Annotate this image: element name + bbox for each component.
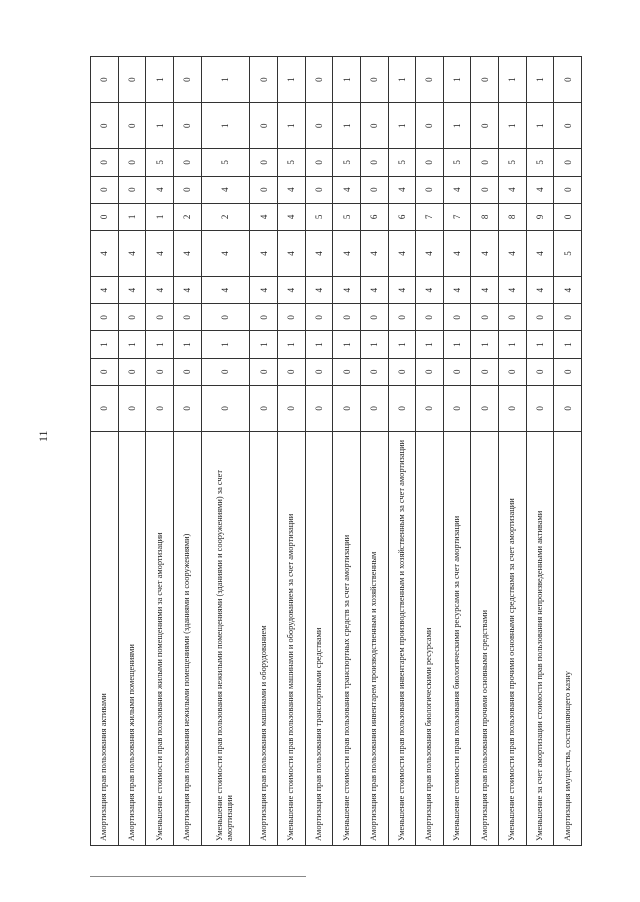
code-cell: 1 bbox=[499, 103, 527, 149]
code-cell: 5 bbox=[333, 149, 361, 176]
code-cell: 0 bbox=[118, 149, 146, 176]
code-cell: 1 bbox=[305, 331, 333, 358]
code-cell: 0 bbox=[91, 203, 119, 230]
table-row bbox=[305, 57, 333, 846]
code-cell: 8 bbox=[471, 203, 499, 230]
code-cell: 0 bbox=[388, 385, 416, 431]
code-cell: 1 bbox=[388, 331, 416, 358]
code-cell: 0 bbox=[173, 385, 201, 431]
code-cell: 5 bbox=[278, 149, 306, 176]
code-cell: 0 bbox=[118, 385, 146, 431]
code-cell: 0 bbox=[554, 203, 582, 230]
code-cell: 1 bbox=[250, 331, 278, 358]
row-label: Уменьшение стоимости прав пользования прочими основными средствами за счет амортизации bbox=[499, 431, 527, 845]
code-cell: 0 bbox=[554, 304, 582, 331]
code-cell: 0 bbox=[554, 176, 582, 203]
code-cell: 5 bbox=[388, 149, 416, 176]
code-cell: 0 bbox=[305, 304, 333, 331]
code-cell: 0 bbox=[201, 385, 250, 431]
code-cell: 4 bbox=[554, 277, 582, 304]
code-cell: 4 bbox=[201, 277, 250, 304]
table-row bbox=[118, 57, 146, 846]
code-cell: 4 bbox=[526, 277, 554, 304]
code-cell: 0 bbox=[250, 176, 278, 203]
code-cell: 0 bbox=[146, 304, 174, 331]
code-cell: 0 bbox=[305, 149, 333, 176]
code-cell: 1 bbox=[146, 103, 174, 149]
code-cell: 0 bbox=[360, 385, 388, 431]
code-cell: 4 bbox=[333, 230, 361, 276]
code-cell: 0 bbox=[360, 176, 388, 203]
row-label: Уменьшение стоимости прав пользования машинами и оборудованием за счет амортизации bbox=[278, 431, 306, 845]
table-row bbox=[388, 57, 416, 846]
code-cell: 1 bbox=[91, 331, 119, 358]
code-cell: 0 bbox=[471, 304, 499, 331]
code-cell: 0 bbox=[305, 385, 333, 431]
row-label: Амортизация прав пользования инвентарем производственным и хозяйственным bbox=[360, 431, 388, 845]
code-cell: 0 bbox=[305, 358, 333, 385]
code-cell: 1 bbox=[443, 57, 471, 103]
code-cell: 4 bbox=[360, 277, 388, 304]
code-cell: 4 bbox=[118, 277, 146, 304]
code-cell: 4 bbox=[471, 230, 499, 276]
code-cell: 4 bbox=[443, 277, 471, 304]
code-cell: 0 bbox=[173, 57, 201, 103]
row-label: Уменьшение стоимости прав пользования транспортных средств за счет амортизации bbox=[333, 431, 361, 845]
code-cell: 0 bbox=[499, 385, 527, 431]
table-row bbox=[471, 57, 499, 846]
code-cell: 4 bbox=[201, 230, 250, 276]
code-cell: 0 bbox=[360, 149, 388, 176]
code-cell: 1 bbox=[360, 331, 388, 358]
code-cell: 0 bbox=[146, 385, 174, 431]
code-cell: 0 bbox=[360, 304, 388, 331]
code-cell: 1 bbox=[201, 103, 250, 149]
code-cell: 0 bbox=[526, 358, 554, 385]
code-cell: 4 bbox=[278, 203, 306, 230]
code-cell: 0 bbox=[91, 304, 119, 331]
code-cell: 1 bbox=[443, 103, 471, 149]
code-cell: 0 bbox=[360, 103, 388, 149]
code-cell: 1 bbox=[499, 57, 527, 103]
table-row bbox=[146, 57, 174, 846]
code-cell: 1 bbox=[526, 57, 554, 103]
code-cell: 4 bbox=[499, 277, 527, 304]
table-row bbox=[333, 57, 361, 846]
code-cell: 0 bbox=[305, 57, 333, 103]
code-cell: 1 bbox=[278, 103, 306, 149]
code-cell: 0 bbox=[554, 57, 582, 103]
code-cell: 4 bbox=[118, 230, 146, 276]
code-cell: 1 bbox=[333, 103, 361, 149]
code-cell: 5 bbox=[201, 149, 250, 176]
code-cell: 1 bbox=[201, 57, 250, 103]
code-cell: 4 bbox=[388, 176, 416, 203]
code-cell: 0 bbox=[118, 176, 146, 203]
code-cell: 0 bbox=[278, 358, 306, 385]
table-frame bbox=[90, 56, 582, 846]
code-cell: 4 bbox=[250, 230, 278, 276]
code-cell: 1 bbox=[278, 331, 306, 358]
code-cell: 0 bbox=[416, 176, 444, 203]
code-cell: 1 bbox=[118, 331, 146, 358]
code-cell: 4 bbox=[416, 277, 444, 304]
code-cell: 4 bbox=[250, 203, 278, 230]
code-cell: 9 bbox=[526, 203, 554, 230]
code-cell: 0 bbox=[443, 358, 471, 385]
code-cell: 1 bbox=[201, 331, 250, 358]
code-cell: 0 bbox=[416, 385, 444, 431]
code-cell: 4 bbox=[305, 230, 333, 276]
code-cell: 0 bbox=[554, 385, 582, 431]
code-cell: 2 bbox=[201, 203, 250, 230]
code-cell: 4 bbox=[278, 176, 306, 203]
code-cell: 0 bbox=[250, 149, 278, 176]
code-cell: 0 bbox=[91, 385, 119, 431]
code-cell: 0 bbox=[91, 57, 119, 103]
code-cell: 0 bbox=[416, 103, 444, 149]
table-row bbox=[250, 57, 278, 846]
code-cell: 0 bbox=[305, 176, 333, 203]
code-cell: 1 bbox=[278, 57, 306, 103]
code-cell: 0 bbox=[250, 57, 278, 103]
code-cell: 5 bbox=[554, 230, 582, 276]
code-cell: 0 bbox=[360, 57, 388, 103]
code-cell: 4 bbox=[471, 277, 499, 304]
row-label: Амортизация прав пользования прочими основными средствами bbox=[471, 431, 499, 845]
code-cell: 0 bbox=[443, 304, 471, 331]
code-cell: 0 bbox=[416, 57, 444, 103]
code-cell: 1 bbox=[471, 331, 499, 358]
code-cell: 0 bbox=[499, 304, 527, 331]
code-cell: 0 bbox=[443, 385, 471, 431]
code-cell: 1 bbox=[118, 203, 146, 230]
row-label: Уменьшение стоимости прав пользования нежилыми помещениями (зданиями и сооружениями) за счет амортизации bbox=[201, 431, 250, 845]
code-cell: 0 bbox=[416, 149, 444, 176]
code-cell: 1 bbox=[499, 331, 527, 358]
row-label: Амортизация прав пользования транспортными средствами bbox=[305, 431, 333, 845]
code-cell: 6 bbox=[360, 203, 388, 230]
table-row bbox=[416, 57, 444, 846]
code-cell: 0 bbox=[278, 385, 306, 431]
table-row bbox=[443, 57, 471, 846]
code-cell: 0 bbox=[333, 358, 361, 385]
code-cell: 0 bbox=[554, 103, 582, 149]
code-cell: 1 bbox=[526, 103, 554, 149]
table-row bbox=[554, 57, 582, 846]
code-cell: 2 bbox=[173, 203, 201, 230]
code-cell: 4 bbox=[333, 277, 361, 304]
code-cell: 0 bbox=[471, 57, 499, 103]
code-cell: 0 bbox=[388, 358, 416, 385]
table-row bbox=[91, 57, 119, 846]
row-label: Амортизация имущества, составляющего казну bbox=[554, 431, 582, 845]
code-cell: 1 bbox=[146, 57, 174, 103]
code-cell: 4 bbox=[146, 176, 174, 203]
code-cell: 4 bbox=[91, 230, 119, 276]
code-cell: 4 bbox=[526, 176, 554, 203]
code-cell: 0 bbox=[471, 149, 499, 176]
page-number: 11 bbox=[36, 430, 50, 442]
code-cell: 0 bbox=[360, 358, 388, 385]
code-cell: 0 bbox=[554, 358, 582, 385]
code-cell: 0 bbox=[471, 103, 499, 149]
rotated-table-container bbox=[90, 56, 582, 846]
code-cell: 0 bbox=[250, 385, 278, 431]
code-cell: 1 bbox=[146, 331, 174, 358]
code-cell: 0 bbox=[173, 103, 201, 149]
code-cell: 0 bbox=[118, 358, 146, 385]
code-cell: 5 bbox=[443, 149, 471, 176]
row-label: Амортизация прав пользования нежилыми помещениями (зданиями и сооружениями) bbox=[173, 431, 201, 845]
code-cell: 1 bbox=[416, 331, 444, 358]
code-cell: 0 bbox=[416, 358, 444, 385]
code-cell: 0 bbox=[201, 304, 250, 331]
code-cell: 5 bbox=[526, 149, 554, 176]
code-cell: 4 bbox=[388, 277, 416, 304]
code-cell: 0 bbox=[471, 385, 499, 431]
table-row bbox=[360, 57, 388, 846]
table-row bbox=[526, 57, 554, 846]
code-cell: 0 bbox=[416, 304, 444, 331]
code-cell: 0 bbox=[173, 304, 201, 331]
code-cell: 4 bbox=[250, 277, 278, 304]
code-cell: 4 bbox=[201, 176, 250, 203]
code-cell: 0 bbox=[388, 304, 416, 331]
row-label: Амортизация прав пользования биологическими ресурсами bbox=[416, 431, 444, 845]
code-cell: 0 bbox=[471, 176, 499, 203]
row-label: Амортизация прав пользования жилыми помещениями bbox=[118, 431, 146, 845]
code-cell: 0 bbox=[333, 385, 361, 431]
code-cell: 0 bbox=[91, 149, 119, 176]
code-cell: 0 bbox=[471, 358, 499, 385]
code-cell: 0 bbox=[118, 57, 146, 103]
row-label: Уменьшение стоимости прав пользования биологическими ресурсами за счет амортизации bbox=[443, 431, 471, 845]
code-cell: 7 bbox=[416, 203, 444, 230]
code-cell: 0 bbox=[499, 358, 527, 385]
code-cell: 1 bbox=[173, 331, 201, 358]
table-row bbox=[278, 57, 306, 846]
row-label: Амортизация прав пользования активами bbox=[91, 431, 119, 845]
code-cell: 4 bbox=[388, 230, 416, 276]
code-cell: 0 bbox=[250, 304, 278, 331]
code-cell: 4 bbox=[499, 176, 527, 203]
code-cell: 4 bbox=[146, 277, 174, 304]
code-cell: 0 bbox=[250, 103, 278, 149]
row-label: Уменьшение стоимости прав пользования жилыми помещениями за счет амортизации bbox=[146, 431, 174, 845]
row-label: Уменьшение за счет амортизации стоимости прав пользования непроизведенными активами bbox=[526, 431, 554, 845]
code-cell: 4 bbox=[499, 230, 527, 276]
row-label: Амортизация прав пользования машинами и оборудованием bbox=[250, 431, 278, 845]
code-cell: 0 bbox=[526, 385, 554, 431]
code-cell: 0 bbox=[554, 149, 582, 176]
code-cell: 0 bbox=[91, 103, 119, 149]
code-cell: 0 bbox=[118, 103, 146, 149]
table-row bbox=[499, 57, 527, 846]
code-cell: 4 bbox=[416, 230, 444, 276]
code-cell: 0 bbox=[201, 358, 250, 385]
code-cell: 0 bbox=[250, 358, 278, 385]
code-cell: 4 bbox=[173, 230, 201, 276]
code-cell: 0 bbox=[173, 358, 201, 385]
code-cell: 0 bbox=[118, 304, 146, 331]
code-cell: 7 bbox=[443, 203, 471, 230]
code-cell: 5 bbox=[305, 203, 333, 230]
table-row bbox=[173, 57, 201, 846]
code-cell: 4 bbox=[305, 277, 333, 304]
code-cell: 4 bbox=[173, 277, 201, 304]
code-cell: 0 bbox=[305, 103, 333, 149]
account-codes-table bbox=[90, 56, 582, 846]
code-cell: 4 bbox=[443, 230, 471, 276]
code-cell: 1 bbox=[554, 331, 582, 358]
footer-rule bbox=[90, 876, 306, 877]
code-cell: 4 bbox=[278, 230, 306, 276]
code-cell: 4 bbox=[91, 277, 119, 304]
code-cell: 0 bbox=[146, 358, 174, 385]
code-cell: 5 bbox=[146, 149, 174, 176]
code-cell: 4 bbox=[333, 176, 361, 203]
code-cell: 1 bbox=[443, 331, 471, 358]
code-cell: 5 bbox=[333, 203, 361, 230]
code-cell: 4 bbox=[360, 230, 388, 276]
code-cell: 0 bbox=[91, 358, 119, 385]
code-cell: 5 bbox=[499, 149, 527, 176]
code-cell: 1 bbox=[333, 57, 361, 103]
code-cell: 4 bbox=[526, 230, 554, 276]
code-cell: 0 bbox=[173, 176, 201, 203]
code-cell: 0 bbox=[526, 304, 554, 331]
code-cell: 0 bbox=[173, 149, 201, 176]
code-cell: 0 bbox=[333, 304, 361, 331]
code-cell: 0 bbox=[278, 304, 306, 331]
code-cell: 8 bbox=[499, 203, 527, 230]
code-cell: 1 bbox=[526, 331, 554, 358]
code-cell: 0 bbox=[91, 176, 119, 203]
code-cell: 1 bbox=[146, 203, 174, 230]
code-cell: 4 bbox=[146, 230, 174, 276]
code-cell: 1 bbox=[388, 103, 416, 149]
table-row bbox=[201, 57, 250, 846]
code-cell: 4 bbox=[443, 176, 471, 203]
code-cell: 6 bbox=[388, 203, 416, 230]
code-cell: 1 bbox=[388, 57, 416, 103]
code-cell: 1 bbox=[333, 331, 361, 358]
row-label: Уменьшение стоимости прав пользования инвентарем производственным и хозяйственным за счет амортизации bbox=[388, 431, 416, 845]
code-cell: 4 bbox=[278, 277, 306, 304]
